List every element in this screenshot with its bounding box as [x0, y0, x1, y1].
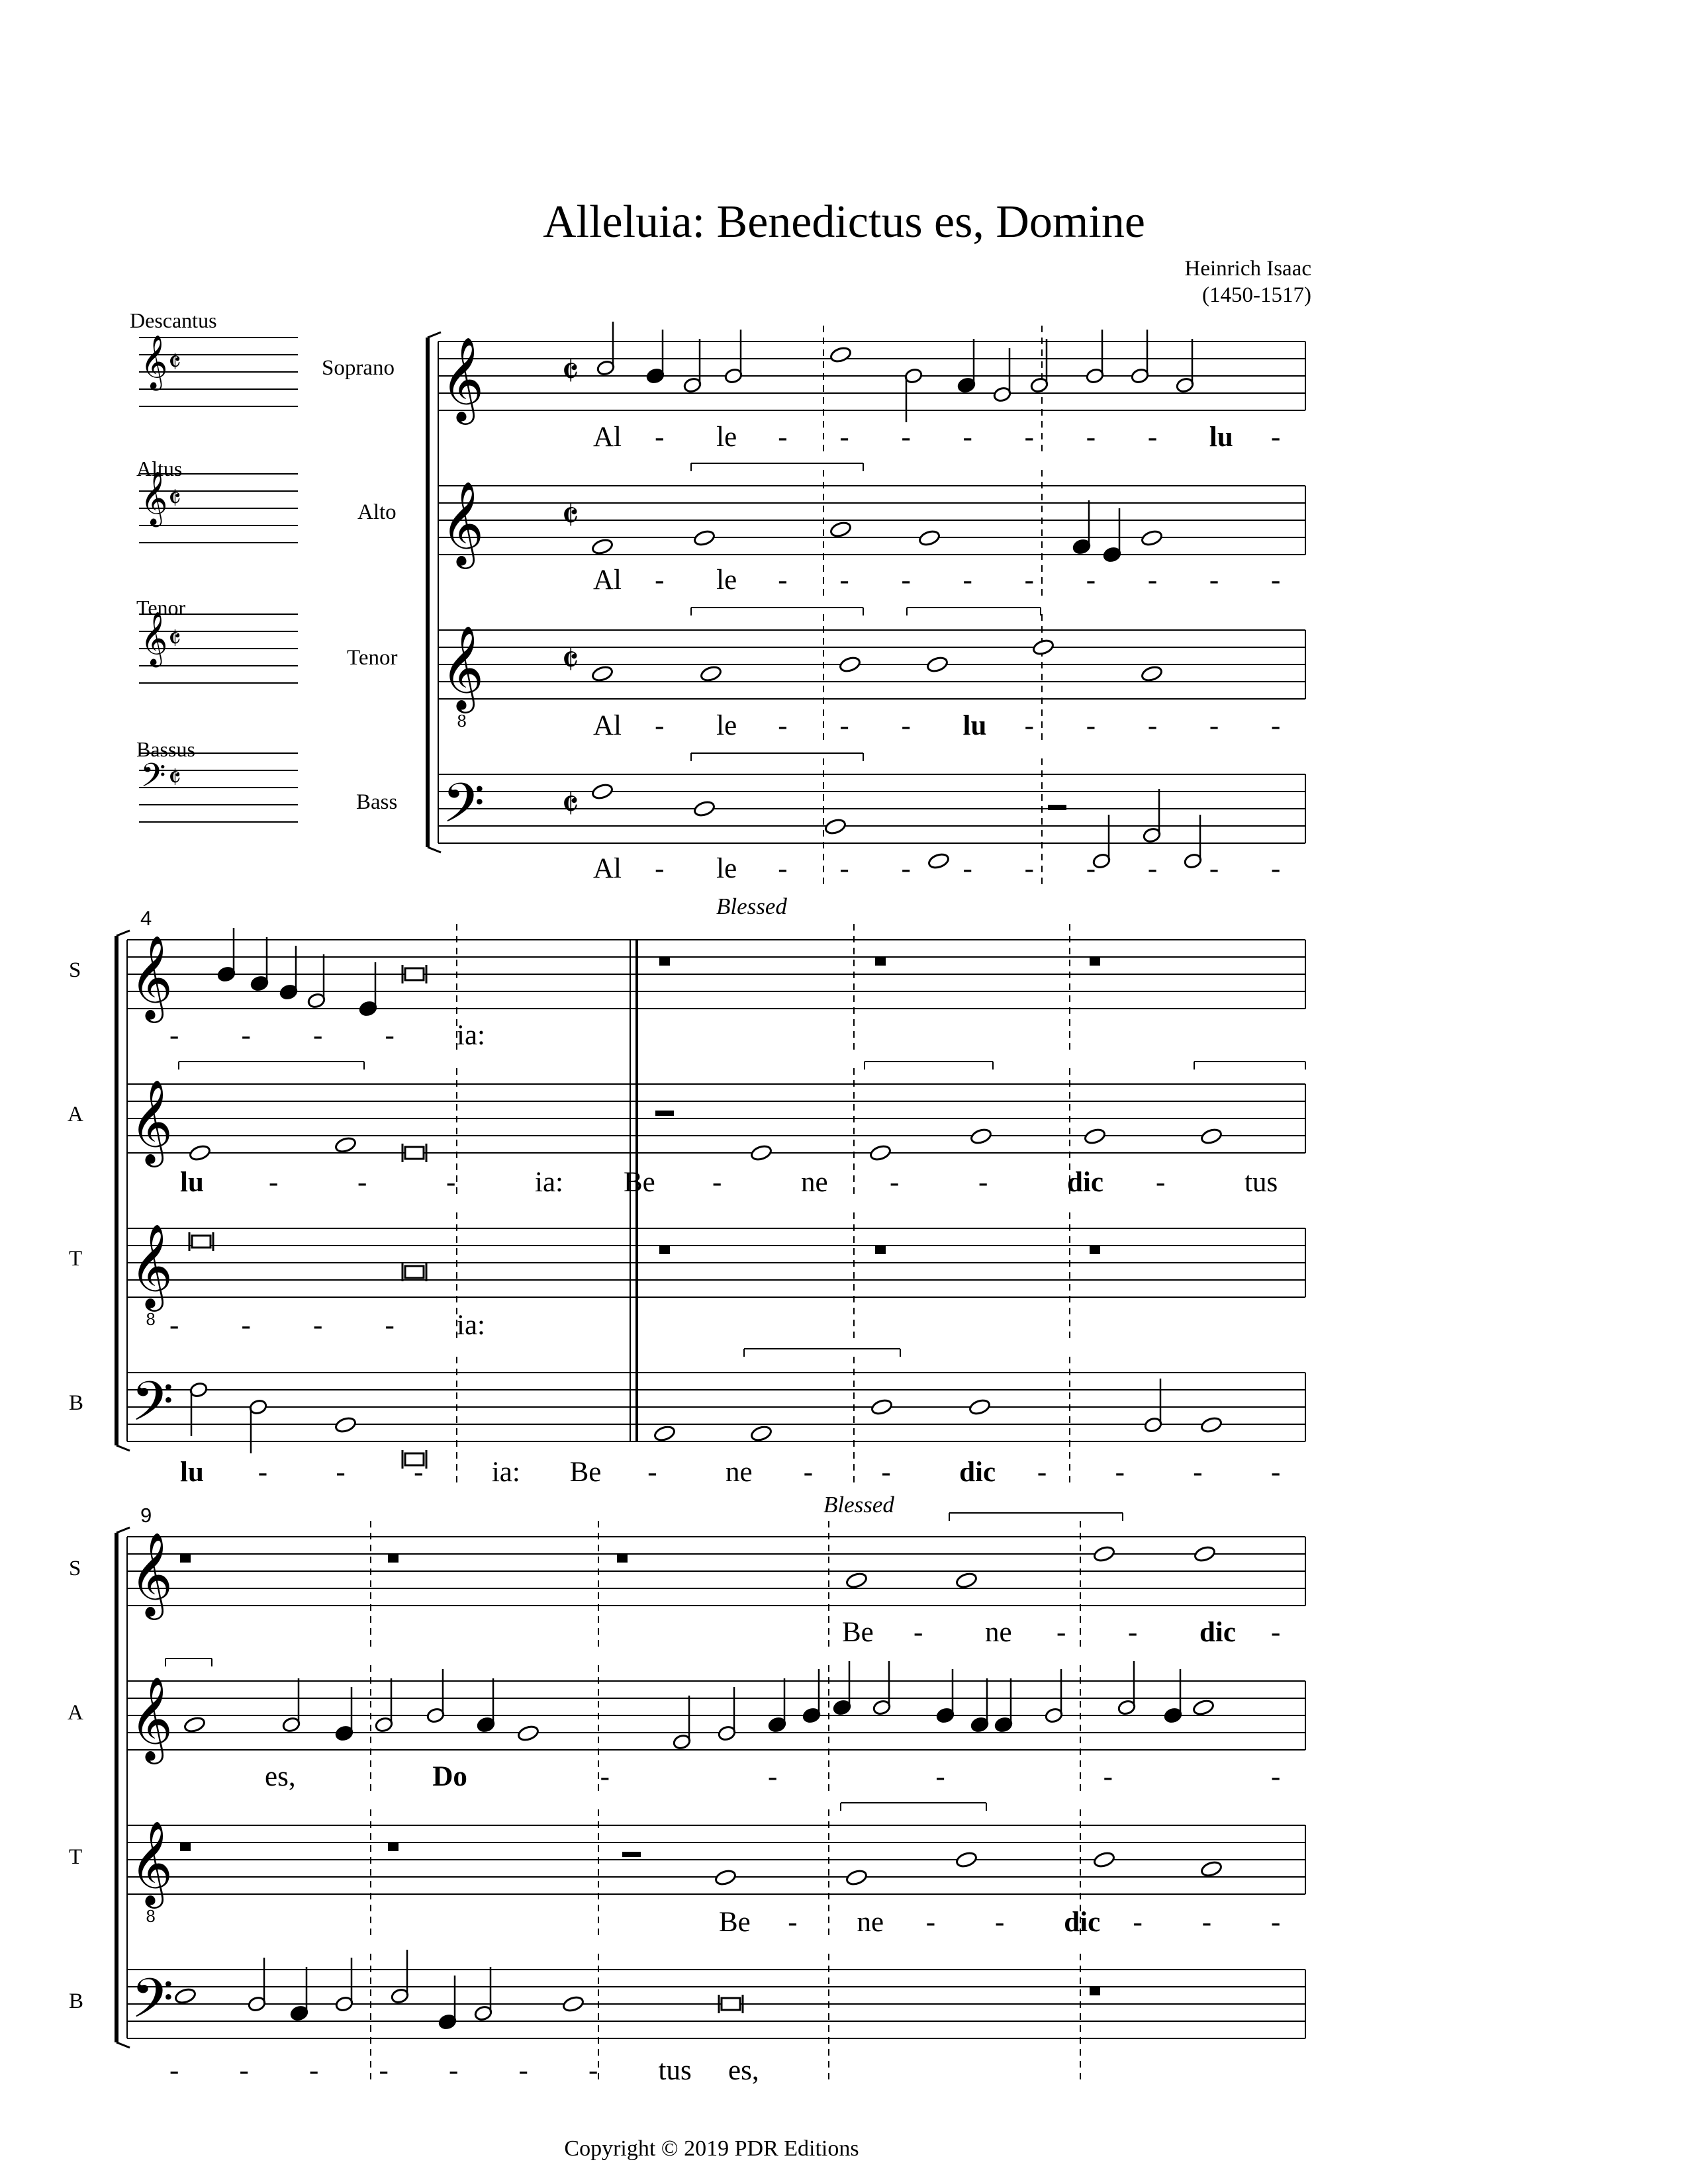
lyric-syllable-system1.bass: -: [778, 853, 788, 884]
breve-rest: [659, 1246, 670, 1254]
incipit-clef: 𝄞: [140, 334, 168, 388]
lyric-syllable-system2.bass: -: [803, 1457, 814, 1488]
note-head: [869, 1144, 892, 1161]
lyric-syllable-system2.bass: -: [1271, 1457, 1281, 1488]
note-head: [591, 782, 614, 800]
lyric-syllable-system1.tenor: -: [1086, 710, 1096, 741]
lyric-syllable-system1.alto: -: [1271, 565, 1281, 596]
lyric-syllable-system2.bass: lu: [180, 1457, 204, 1488]
part-abbr-a-sys3: A: [68, 1701, 83, 1725]
lyric-syllable-system2.alto: lu: [180, 1167, 204, 1198]
lyric-syllable-system2.bass: -: [647, 1457, 657, 1488]
lyric-syllable-system3.alto: -: [935, 1761, 945, 1792]
breve-rest: [659, 957, 670, 966]
note-head: [968, 1398, 991, 1416]
note-head: [970, 1127, 992, 1145]
lyric-syllable-system1.bass: -: [962, 853, 972, 884]
copyright-notice: Copyright © 2019 PDR Editions: [564, 2136, 859, 2161]
lyric-syllable-system3.bass: -: [169, 2055, 179, 2086]
lyric-syllable-system1.alto: -: [1086, 565, 1096, 596]
lyric-syllable-system1.soprano: -: [901, 422, 911, 453]
note-head: [845, 1868, 868, 1886]
part-abbr-t-sys2: T: [69, 1247, 83, 1271]
lyric-syllable-system1.bass: -: [839, 853, 849, 884]
lyric-syllable-system2.soprano: -: [241, 1020, 251, 1051]
octave-8: 8: [457, 712, 467, 731]
note-head: [839, 655, 861, 673]
piece-title: Alleluia: Benedictus es, Domine: [543, 197, 1145, 248]
breve-rest: [875, 1246, 886, 1254]
lyric-syllable-system1.alto: -: [1147, 565, 1158, 596]
note-head: [870, 1398, 893, 1416]
breve-note: [722, 1998, 740, 2010]
note-head: [750, 1424, 773, 1442]
lyric-syllable-system1.tenor: -: [1209, 710, 1219, 741]
lyric-syllable-system3.soprano: -: [1056, 1617, 1066, 1648]
note-head: [829, 345, 852, 363]
note-head: [1200, 1860, 1223, 1878]
lyric-syllable-system3.bass: -: [518, 2055, 528, 2086]
lyric-syllable-system2.soprano: -: [385, 1020, 395, 1051]
lyric-syllable-system2.bass: dic: [959, 1457, 996, 1488]
note-head: [1141, 529, 1163, 547]
note-head: [1200, 1127, 1223, 1145]
lyric-syllable-system3.alto: -: [1271, 1761, 1281, 1792]
lyric-syllable-system2.soprano: -: [313, 1020, 323, 1051]
lyric-syllable-system2.bass: -: [1193, 1457, 1203, 1488]
lyric-syllable-system2.alto: dic: [1067, 1167, 1103, 1198]
lyric-syllable-system1.bass: -: [1147, 853, 1158, 884]
lyric-syllable-system3.tenor: -: [788, 1907, 798, 1938]
incipit-mensuration: 𝄵: [168, 345, 181, 379]
part-abbr-s-sys3: S: [69, 1557, 81, 1580]
bass-clef: 𝄢: [442, 771, 485, 848]
note-head: [918, 529, 941, 547]
composer-dates: (1450-1517): [1202, 283, 1311, 307]
part-abbr-a-sys2: A: [68, 1103, 83, 1126]
note-head: [1194, 1545, 1216, 1563]
lyric-syllable-system3.soprano: -: [1128, 1617, 1138, 1648]
lyric-syllable-system1.bass: -: [1086, 853, 1096, 884]
lyric-syllable-system1.tenor: -: [1024, 710, 1034, 741]
lyric-syllable-system1.tenor: -: [655, 710, 665, 741]
lyric-syllable-system1.bass: -: [901, 853, 911, 884]
lyric-syllable-system1.soprano: -: [1024, 422, 1034, 453]
bracket-bottom: [428, 847, 441, 852]
lyric-syllable-system3.tenor: ne: [857, 1907, 884, 1938]
lyric-syllable-system1.tenor: Al: [593, 710, 622, 741]
note-head: [174, 1987, 197, 2005]
note-head: [1093, 1545, 1115, 1563]
incipit-label-descantus: Descantus: [130, 308, 217, 332]
breve-rest: [388, 1554, 399, 1563]
lyric-syllable-system2.alto: ia:: [535, 1167, 563, 1198]
incipit-mensuration: 𝄵: [168, 622, 181, 656]
lyric-syllable-system3.alto: es,: [265, 1761, 296, 1792]
lyric-syllable-system1.tenor: -: [778, 710, 788, 741]
lyric-syllable-system3.tenor: -: [995, 1907, 1005, 1938]
octave-8: 8: [146, 1907, 156, 1926]
lyric-syllable-system3.soprano: ne: [985, 1617, 1012, 1648]
part-abbr-t-sys3: T: [69, 1845, 83, 1869]
treble-clef: 𝄞: [441, 480, 485, 565]
note-head: [1200, 1416, 1223, 1433]
lyric-syllable-system2.alto: tus: [1244, 1167, 1278, 1198]
treble-clef: 𝄞: [130, 1820, 173, 1905]
lyric-syllable-system1.soprano: -: [1147, 422, 1158, 453]
lyric-syllable-system3.bass: -: [239, 2055, 249, 2086]
lyric-syllable-system1.alto: -: [962, 565, 972, 596]
octave-8: 8: [146, 1310, 156, 1329]
breve-rest: [1090, 1246, 1100, 1254]
lyric-syllable-system1.bass: -: [1209, 853, 1219, 884]
lyric-syllable-system2.bass: -: [1115, 1457, 1125, 1488]
treble-clef: 𝄞: [130, 934, 173, 1019]
lyric-syllable-system3.tenor: -: [925, 1907, 936, 1938]
lyric-syllable-system2.soprano: ia:: [457, 1020, 485, 1051]
incipit-clef: 𝄢: [140, 756, 166, 803]
lyric-syllable-system2.alto: ne: [801, 1167, 828, 1198]
breve-note: [405, 1147, 424, 1159]
lyric-syllable-system1.soprano: le: [716, 422, 737, 453]
note-head: [955, 1850, 978, 1868]
treble-clef: 𝄞: [130, 1531, 173, 1616]
note-head: [693, 799, 716, 817]
lyric-syllable-system2.tenor: -: [241, 1310, 251, 1341]
lyric-syllable-system2.alto: -: [269, 1167, 279, 1198]
part-name-tenor: Tenor: [347, 646, 398, 670]
note-head: [591, 664, 614, 682]
treble-clef: 𝄞: [441, 336, 485, 421]
lyric-syllable-system2.alto: -: [712, 1167, 722, 1198]
breve-note: [192, 1236, 211, 1248]
lyric-syllable-system1.alto: -: [839, 565, 849, 596]
lyric-syllable-system1.alto: le: [716, 565, 737, 596]
note-head: [562, 1995, 585, 2013]
lyric-syllable-system2.tenor: -: [385, 1310, 395, 1341]
breve-rest: [875, 957, 886, 966]
lyric-syllable-system2.alto: -: [1156, 1167, 1166, 1198]
lyric-syllable-system1.bass: le: [716, 853, 737, 884]
treble-clef: 𝄞: [441, 625, 485, 709]
lyric-syllable-system3.bass: tus: [658, 2055, 692, 2086]
lyric-syllable-system2.alto: -: [446, 1167, 456, 1198]
note-head: [829, 520, 852, 538]
lyric-syllable-system1.soprano: -: [962, 422, 972, 453]
lyric-syllable-system1.bass: -: [1271, 853, 1281, 884]
lyric-syllable-system1.tenor: -: [1271, 710, 1281, 741]
lyric-syllable-system1.bass: Al: [593, 853, 622, 884]
note-head: [1093, 1850, 1115, 1868]
lyric-syllable-system1.alto: -: [901, 565, 911, 596]
lyric-syllable-system1.soprano: -: [839, 422, 849, 453]
bracket-top: [428, 332, 441, 338]
cut-time-tenor: 𝄵: [561, 637, 579, 684]
note-head: [334, 1136, 357, 1154]
breve-rest: [388, 1843, 399, 1851]
half-rest: [1048, 805, 1066, 810]
lyric-syllable-system2.tenor: -: [313, 1310, 323, 1341]
bracket-top: [117, 1527, 130, 1533]
lyric-syllable-system1.alto: -: [655, 565, 665, 596]
note-head: [1192, 1698, 1215, 1716]
note-head: [1032, 638, 1055, 656]
lyric-syllable-system2.tenor: ia:: [457, 1310, 485, 1341]
lyric-syllable-system3.bass: es,: [728, 2055, 759, 2086]
note-head: [1084, 1127, 1106, 1145]
lyric-syllable-system3.bass: -: [309, 2055, 319, 2086]
incipit-label-bassus: Bassus: [136, 737, 195, 761]
note-head: [927, 852, 950, 870]
composer-name: Heinrich Isaac: [1184, 257, 1311, 281]
lyric-syllable-system1.bass: -: [1024, 853, 1034, 884]
bracket-bottom: [117, 2042, 130, 2048]
lyric-syllable-system1.alto: -: [778, 565, 788, 596]
note-head: [693, 529, 716, 547]
note-head: [750, 1144, 773, 1161]
cut-time-bass: 𝄵: [561, 782, 579, 828]
lyric-syllable-system3.soprano: dic: [1199, 1617, 1236, 1648]
lyric-syllable-system2.alto: -: [357, 1167, 367, 1198]
incipit-label-altus: Altus: [136, 457, 183, 480]
note-head: [955, 1571, 978, 1589]
bass-clef: 𝄢: [131, 1966, 174, 2044]
part-abbr-b-sys2: B: [69, 1391, 84, 1415]
note-head: [334, 1416, 357, 1433]
lyric-syllable-system3.tenor: -: [1271, 1907, 1281, 1938]
lyric-syllable-system3.bass: -: [379, 2055, 389, 2086]
lyric-syllable-system1.tenor: -: [1147, 710, 1158, 741]
lyric-syllable-system2.bass: -: [258, 1457, 268, 1488]
lyric-syllable-system2.bass: Be: [569, 1457, 602, 1488]
lyric-syllable-system2.alto: -: [978, 1167, 988, 1198]
lyric-syllable-system3.tenor: -: [1201, 1907, 1212, 1938]
cut-time-alto: 𝄵: [561, 493, 579, 539]
half-rest: [655, 1111, 674, 1116]
incipit-clef: 𝄞: [140, 471, 168, 525]
treble-clef: 𝄞: [130, 1676, 173, 1760]
lyric-syllable-system1.soprano: Al: [593, 422, 622, 453]
lyric-syllable-system2.bass: -: [1037, 1457, 1047, 1488]
measure-number-9: 9: [140, 1504, 152, 1527]
incipit-label-tenor: Tenor: [136, 596, 186, 619]
note-head: [714, 1868, 737, 1886]
breve-rest: [180, 1554, 191, 1563]
measure-number-4: 4: [140, 907, 152, 930]
lyric-syllable-system3.alto: -: [1103, 1761, 1113, 1792]
breve-rest: [617, 1554, 628, 1563]
lyric-syllable-system3.alto: -: [600, 1761, 610, 1792]
breve-rest: [1090, 957, 1100, 966]
lyric-syllable-system2.alto: -: [890, 1167, 900, 1198]
note-head: [189, 1144, 211, 1161]
half-rest: [622, 1852, 641, 1857]
lyric-syllable-system1.soprano: -: [1271, 422, 1281, 453]
lyric-syllable-system1.alto: -: [1024, 565, 1034, 596]
cut-time-soprano: 𝄵: [561, 349, 579, 395]
breve-note: [405, 968, 424, 980]
note-head: [517, 1724, 539, 1742]
lyric-syllable-system2.alto: Be: [624, 1167, 655, 1198]
treble-clef: 𝄞: [130, 1223, 173, 1308]
incipit-mensuration: 𝄵: [168, 761, 181, 795]
lyric-syllable-system1.bass: -: [655, 853, 665, 884]
lyric-syllable-system3.tenor: dic: [1064, 1907, 1101, 1938]
incipit-clef: 𝄞: [140, 611, 168, 665]
lyric-syllable-system2.bass: ia:: [491, 1457, 520, 1488]
lyric-syllable-system1.soprano: -: [655, 422, 665, 453]
lyric-syllable-system3.tenor: -: [1133, 1907, 1143, 1938]
breve-rest: [180, 1843, 191, 1851]
lyric-syllable-system2.bass: -: [336, 1457, 346, 1488]
note-head: [824, 817, 847, 835]
bracket-top: [117, 931, 130, 936]
note-head: [700, 664, 722, 682]
part-name-soprano: Soprano: [322, 356, 395, 380]
lyric-syllable-system1.soprano: lu: [1209, 422, 1233, 453]
lyric-syllable-system2.bass: ne: [726, 1457, 753, 1488]
part-name-bass: Bass: [356, 790, 398, 814]
part-abbr-b-sys3: B: [69, 1989, 84, 2013]
lyric-syllable-system3.alto: Do: [432, 1761, 467, 1792]
breve-rest: [1090, 1987, 1100, 1995]
lyric-syllable-system3.soprano: Be: [842, 1617, 874, 1648]
breve-note: [405, 1266, 424, 1278]
note-head: [591, 537, 614, 555]
lyric-syllable-system2.tenor: -: [169, 1310, 179, 1341]
note-head: [183, 1715, 206, 1733]
lyric-syllable-system1.soprano: -: [778, 422, 788, 453]
lyric-syllable-system3.bass: -: [449, 2055, 459, 2086]
translation-blessed-2: Blessed: [823, 1492, 894, 1518]
translation-blessed-1: Blessed: [716, 893, 787, 919]
lyric-syllable-system2.bass: -: [881, 1457, 891, 1488]
treble-clef: 𝄞: [130, 1079, 173, 1163]
lyric-syllable-system3.bass: -: [588, 2055, 598, 2086]
note-head: [653, 1424, 676, 1442]
note-head: [1141, 664, 1163, 682]
bracket-bottom: [117, 1445, 130, 1451]
note-head: [845, 1571, 868, 1589]
part-name-alto: Alto: [357, 500, 397, 524]
incipit-mensuration: 𝄵: [168, 482, 181, 516]
bass-clef: 𝄢: [131, 1369, 174, 1447]
lyric-syllable-system1.tenor: lu: [962, 710, 987, 741]
note-head: [926, 655, 949, 673]
lyric-syllable-system3.alto: -: [768, 1761, 778, 1792]
lyric-syllable-system3.soprano: -: [1271, 1617, 1281, 1648]
lyric-syllable-system2.bass: -: [414, 1457, 424, 1488]
lyric-syllable-system2.soprano: -: [169, 1020, 179, 1051]
lyric-syllable-system1.tenor: -: [901, 710, 911, 741]
lyric-syllable-system1.alto: Al: [593, 565, 622, 596]
lyric-syllable-system3.tenor: Be: [719, 1907, 751, 1938]
part-abbr-s-sys2: S: [69, 958, 81, 982]
lyric-syllable-system3.soprano: -: [914, 1617, 923, 1648]
lyric-syllable-system1.tenor: le: [716, 710, 737, 741]
lyric-syllable-system1.tenor: -: [839, 710, 849, 741]
lyric-syllable-system1.soprano: -: [1086, 422, 1096, 453]
lyric-syllable-system1.alto: -: [1209, 565, 1219, 596]
